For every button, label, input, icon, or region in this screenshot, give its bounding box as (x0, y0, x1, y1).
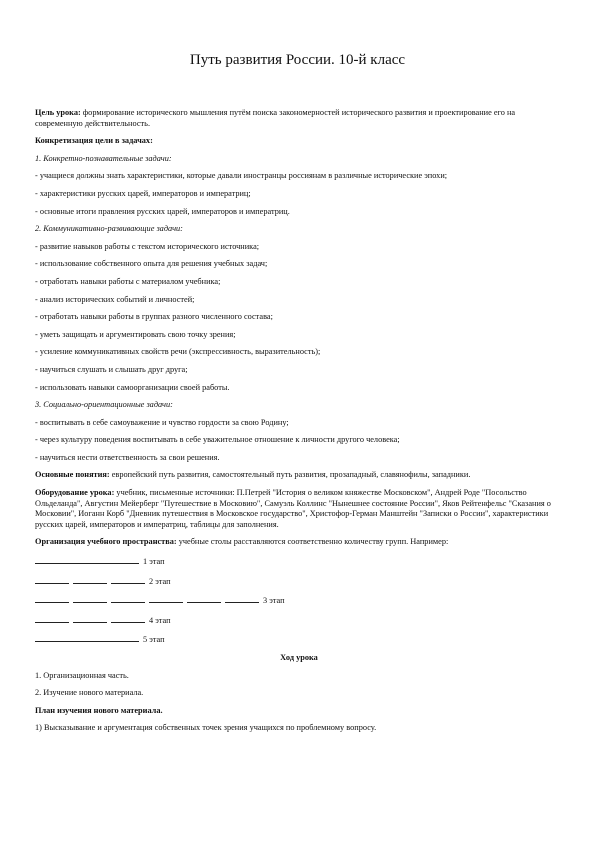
stage-row (35, 555, 563, 568)
list-item: - научиться слушать и слышать друг друга; (35, 364, 188, 374)
blank-line (111, 614, 145, 623)
list-item: - научиться нести ответственность за свои решения. (35, 452, 220, 462)
list-item: - отработать навыки работы с материалом учебника; (35, 276, 221, 286)
section2-heading: 2. Коммуникативно-развивающие задачи: (35, 224, 183, 234)
organization-text: учебные столы расставляются соответственно количеству групп. Например: (176, 537, 449, 547)
plan-item: 1) Высказывание и аргументация собственных точек зрения учащихся по проблемному вопросу. (35, 723, 377, 733)
list-item: - учащиеся должны знать характеристики, которые давали иностранцы россиянам в различные исторические эпохи; (35, 171, 448, 181)
stage-label: 3 этап (263, 596, 285, 606)
stage-label: 5 этап (143, 635, 165, 645)
list-item: - использовать навыки самоорганизации своей работы. (35, 382, 230, 392)
blank-line (111, 575, 145, 584)
concepts-paragraph (35, 470, 563, 481)
concretization-heading: Конкретизация цели в задачах: (35, 136, 153, 146)
blank-line (111, 594, 145, 603)
plan-heading: План изучения нового материала. (35, 705, 163, 715)
blank-line (73, 575, 107, 584)
blank-line (35, 594, 69, 603)
blank-line (73, 594, 107, 603)
goal-label: Цель урока: (35, 108, 81, 117)
goal-text: формирование исторического мышления путём поиска закономерностей исторического развития и проектирование его на современную действительность. (35, 108, 516, 128)
step-item: 1. Организационная часть. (35, 670, 129, 680)
section3-heading: 3. Социально-ориентационные задачи: (35, 400, 173, 410)
blank-line (35, 614, 69, 623)
stage-label: 2 этап (149, 576, 171, 586)
list-item: - развитие навыков работы с текстом исторического источника; (35, 241, 260, 251)
equipment-label: Оборудование урока: (35, 488, 115, 498)
list-item: - уметь защищать и аргументировать свою точку зрения; (35, 329, 236, 339)
blank-line (73, 614, 107, 623)
equipment-paragraph (35, 488, 563, 530)
blank-line (35, 555, 139, 564)
list-item: - основные итоги правления русских царей, императоров и императриц. (35, 206, 290, 216)
stage-row (35, 633, 563, 646)
document-body (35, 108, 563, 741)
section1-heading: 1. Конкретно-познавательные задачи: (35, 153, 172, 163)
step-item: 2. Изучение нового материала. (35, 688, 144, 698)
goal-paragraph (35, 108, 563, 129)
list-item: - через культуру поведения воспитывать в себе уважительное отношение к личности другого человека; (35, 435, 400, 445)
list-item: - отработать навыки работы в группах разного численного состава; (35, 312, 273, 322)
stage-row (35, 594, 563, 607)
stage-label: 1 этап (143, 557, 165, 567)
organization-paragraph (35, 537, 563, 548)
lesson-heading: Ход урока (280, 653, 318, 662)
concepts-text: европейский путь развития, самостоятельный путь развития, прозападный, славянофилы, западники. (109, 470, 471, 480)
list-item: - воспитывать в себе самоуважение и чувство гордости за свою Родину; (35, 417, 289, 427)
blank-line (35, 633, 139, 642)
concepts-label: Основные понятия: (35, 470, 110, 480)
list-item: - использование собственного опыта для решения учебных задач; (35, 259, 268, 269)
blank-line (149, 594, 183, 603)
page-title: Путь развития России. 10-й класс (189, 52, 406, 68)
blank-line (187, 594, 221, 603)
organization-label: Организация учебного пространства: (35, 537, 177, 547)
stage-label: 4 этап (149, 615, 171, 625)
stage-row (35, 575, 563, 588)
list-item: - анализ исторических событий и личностей; (35, 294, 195, 304)
list-item: - характеристики русских царей, императоров и императриц; (35, 188, 251, 198)
blank-line (35, 575, 69, 584)
stage-row (35, 614, 563, 627)
blank-line (225, 594, 259, 603)
list-item: - усиление коммуникативных свойств речи (экспрессивность, выразительность); (35, 347, 321, 357)
equipment-text: учебник, письменные источники: П.Петрей "История о великом княжестве Московском", Андрей Роде "Посольство Ольделанда", Августин Мейерберг "Путешествие в Московию", Самуэль Коллинс "Нынешнее состояние России", Яков Рейтенфельс "Сказания о Московии", Иоганн Корб "Дневник путешествия в Московское государство", Христофор-Герман Манштейн "Записки о России", характеристики русских царей, императоров и императриц, таблицы для заполнения. (35, 488, 551, 529)
